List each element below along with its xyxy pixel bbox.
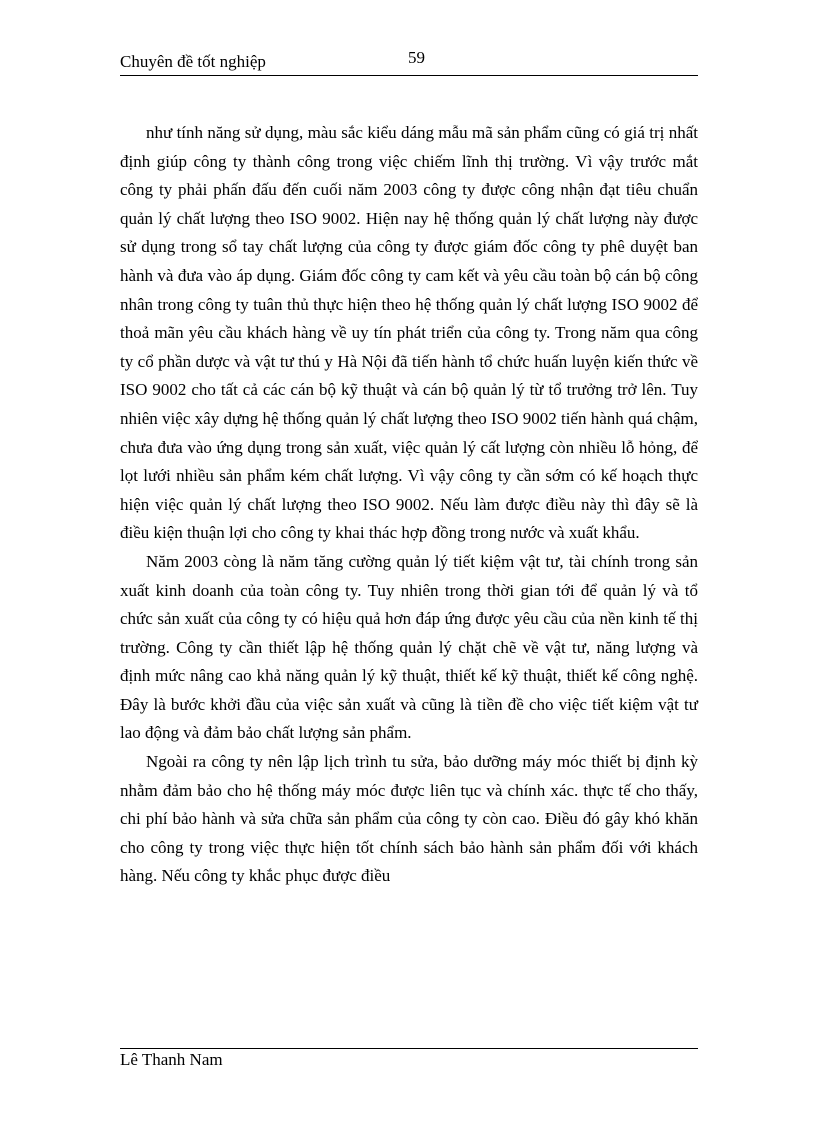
- paragraph: như tính năng sử dụng, màu sắc kiểu dáng mẫu mã sản phẩm cũng có giá trị nhất định giúp công ty thành công trong việc chiếm lĩnh thị trường. Vì vậy trước mắt công ty phải phấn đấu đến cuối năm 2003 công ty được công nhận đạt tiêu chuẩn quản lý chất lượng theo ISO 9002. Hiện nay hệ thống quản lý chất lượng này được sử dụng trong sổ tay chất lượng của công ty được giám đốc công ty phê duyệt ban hành và đưa vào áp dụng. Giám đốc công ty cam kết và yêu cầu toàn bộ cán bộ công nhân trong công ty tuân thủ thực hiện theo hệ thống quản lý chất lượng ISO 9002 để thoả mãn yêu cầu khách hàng về uy tín phát triển của công ty. Trong năm qua công ty cổ phần dược và vật tư thú y Hà Nội đã tiến hành tổ chức huấn luyện kiến thức về ISO 9002 cho tất cả các cán bộ kỹ thuật và cán bộ quản lý từ tổ trưởng trở lên. Tuy nhiên việc xây dựng hệ thống quản lý chất lượng theo ISO 9002 tiến hành quá chậm, chưa đưa vào ứng dụng trong sản xuất, việc quản lý cất lượng còn nhiều lỗ hỏng, để lọt lưới nhiều sản phẩm kém chất lượng. Vì vậy công ty cần sớm có kế hoạch thực hiện việc quản lý chất lượng theo ISO 9002. Nếu làm được điều này thì đây sẽ là điều kiện thuận lợi cho công ty khai thác hợp đồng trong nước và xuất khẩu.: [120, 123, 698, 543]
- page-header: [120, 48, 698, 74]
- body-text: [120, 119, 698, 891]
- header-title: Chuyên đề tốt nghiệp: [120, 52, 266, 71]
- footer-rule: [120, 1048, 698, 1049]
- paragraph: Năm 2003 còng là năm tăng cường quản lý tiết kiệm vật tư, tài chính trong sản xuất kinh doanh của toàn công ty. Tuy nhiên trong thời gian tới để quản lý và tổ chức sản xuất của công ty có hiệu quả hơn đáp ứng được yêu cầu của nền kinh tế thị trường. Công ty cần thiết lập hệ thống quản lý chặt chẽ về vật tư, năng lượng và định mức nâng cao khả năng quản lý kỹ thuật, thiết kế kỹ thuật, thiết kế công nghệ. Đây là bước khởi đầu của việc sản xuất và cũng là tiền đề cho việc tiết kiệm vật tư lao động và đảm bảo chất lượng sản phẩm.: [120, 551, 698, 743]
- header-rule: [120, 75, 698, 76]
- paragraph: Ngoài ra công ty nên lập lịch trình tu sửa, bảo dưỡng máy móc thiết bị định kỳ nhằm đảm bảo cho hệ thống máy móc được liên tục và chính xác. thực tế cho thấy, chi phí bảo hành và sửa chữa sản phẩm của công ty còn cao. Điều đó gây khó khăn cho công ty trong việc thực hiện tốt chính sách bảo hành sản phẩm đối với khách hàng. Nếu công ty khắc phục được điều: [120, 752, 698, 886]
- footer-author: Lê Thanh Nam: [120, 1050, 223, 1069]
- page-number: 59: [408, 48, 425, 67]
